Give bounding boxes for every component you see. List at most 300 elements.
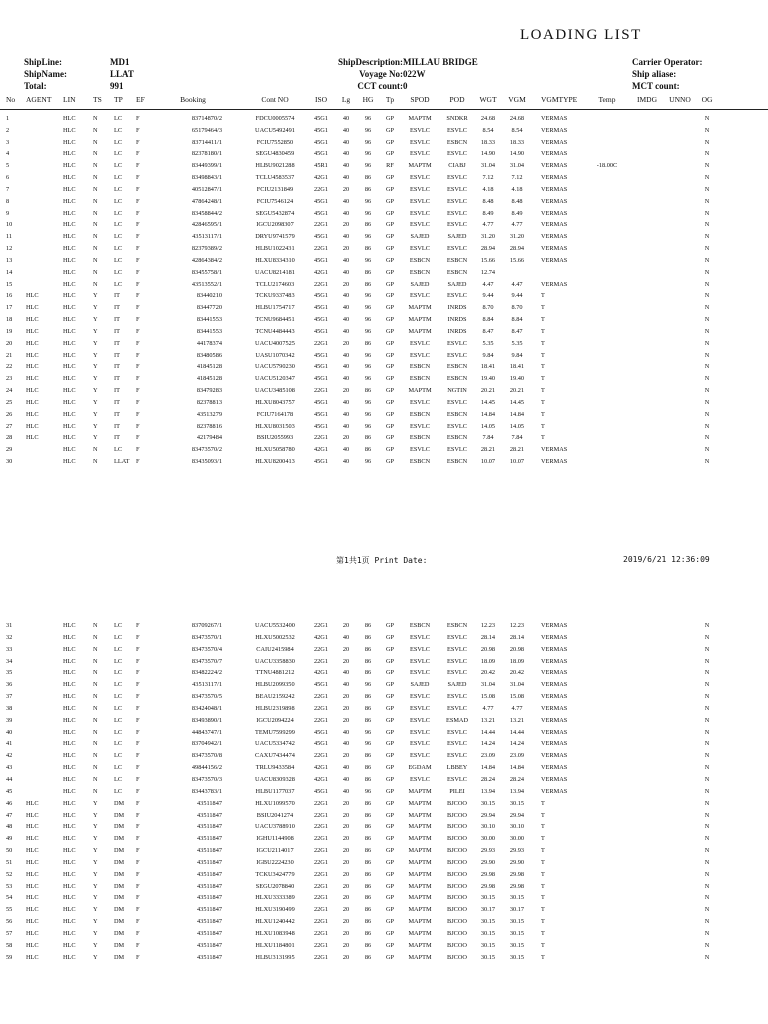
cell-vgmtype: VERMAS: [541, 280, 568, 288]
cell-pod: BJCOO: [447, 835, 467, 843]
cell-og: N: [704, 787, 710, 795]
cell-ef: F: [136, 752, 140, 760]
cell-wgt: 31.04: [480, 162, 496, 170]
cell-no: 8: [6, 197, 10, 205]
cell-spod: ESVLC: [410, 150, 430, 158]
cell-lg: 40: [342, 446, 350, 454]
cell-ts: N: [93, 458, 98, 466]
cell-spod: MAPTM: [408, 799, 432, 807]
cell-hg: 86: [364, 941, 372, 949]
cell-lin: HLC: [63, 150, 76, 158]
ship-info-value: LLAT: [110, 69, 134, 80]
table-row: [0, 833, 768, 845]
cell-ts: N: [93, 681, 98, 689]
cell-ts: Y: [93, 835, 98, 843]
cell-vgmtype: T: [541, 811, 545, 819]
cell-no: 3: [6, 138, 10, 146]
cell-cont-no: BEAU2159242: [255, 693, 295, 701]
cell-tp-type: GP: [385, 929, 395, 937]
cell-booking: 49844156/2: [191, 764, 222, 772]
ship-info-label: ShipDescription:: [337, 57, 403, 67]
table-row: [0, 798, 768, 810]
cell-lg: 20: [342, 645, 350, 653]
cell-booking: 83435093/1: [191, 458, 222, 466]
cell-tp-type: GP: [385, 268, 395, 276]
table-row: [0, 172, 768, 184]
column-header-unno: UNNO: [669, 95, 691, 104]
cell-ef: F: [136, 304, 140, 312]
cell-lin: HLC: [63, 657, 76, 665]
cell-booking: 43511847: [197, 953, 222, 961]
table-row: [0, 243, 768, 255]
cell-agent: HLC: [26, 847, 39, 855]
cell-no: 54: [6, 894, 13, 902]
cell-pod: ESBCN: [446, 458, 468, 466]
cell-og: N: [704, 387, 710, 395]
cell-vgm: 28.21: [509, 446, 525, 454]
cell-iso: 42G1: [314, 268, 328, 276]
cell-vgmtype: VERMAS: [541, 775, 568, 783]
cell-ef: F: [136, 787, 140, 795]
cell-booking: 83709267/1: [191, 622, 222, 629]
cell-vgmtype: VERMAS: [541, 233, 568, 241]
cell-pod: ESVLC: [447, 351, 467, 359]
cell-vgm: 31.20: [509, 233, 525, 241]
cell-og: N: [704, 929, 710, 937]
table-row: [0, 940, 768, 952]
cell-vgm: 14.90: [509, 150, 525, 158]
cell-tp: LC: [114, 197, 123, 205]
cell-spod: ESVLC: [410, 657, 430, 665]
cell-vgmtype: T: [541, 906, 545, 914]
cell-no: 44: [6, 775, 13, 783]
cell-ts: N: [93, 657, 98, 665]
cell-lin: HLC: [63, 339, 76, 347]
cell-lin: HLC: [63, 446, 76, 454]
cell-spod: ESBCN: [409, 410, 431, 418]
cell-lin: HLC: [63, 728, 76, 736]
cell-lg: 20: [342, 894, 350, 902]
cell-iso: 45G1: [314, 422, 328, 430]
cell-ts: Y: [93, 858, 98, 866]
cell-lin: HLC: [63, 941, 76, 949]
ship-info-label: Carrier Operator:: [632, 57, 703, 67]
cell-lg: 40: [342, 268, 350, 276]
cell-tp-type: GP: [385, 327, 395, 335]
cell-ef: F: [136, 209, 140, 217]
cell-booking: 43511847: [197, 941, 222, 949]
cell-tp-type: GP: [385, 799, 395, 807]
column-header-tp: TP: [114, 95, 123, 104]
cell-vgm: 30.10: [509, 823, 525, 831]
cell-cont-no: UACU3358830: [255, 657, 295, 665]
cell-no: 55: [6, 906, 13, 914]
table-row: [0, 727, 768, 739]
cell-cont-no: FCIU7164178: [256, 410, 294, 418]
cell-ts: Y: [93, 941, 98, 949]
cell-booking: 83493890/1: [191, 716, 222, 724]
cell-vgmtype: VERMAS: [541, 185, 568, 193]
cell-cont-no: UACU8309328: [255, 775, 295, 783]
table-row: [0, 691, 768, 703]
cell-og: N: [704, 351, 710, 359]
cell-ts: N: [93, 740, 98, 748]
cell-ts: N: [93, 752, 98, 760]
cell-ef: F: [136, 162, 140, 170]
cell-no: 20: [6, 339, 13, 347]
cell-tp: LC: [114, 115, 123, 122]
cell-ts: Y: [93, 316, 98, 324]
cell-no: 41: [6, 740, 13, 748]
cell-lg: 20: [342, 906, 350, 914]
cell-wgt: 30.10: [480, 823, 496, 831]
cell-iso: 22G1: [314, 953, 328, 961]
column-header-vgmtype: VGMTYPE: [541, 95, 578, 104]
cell-lg: 20: [342, 339, 350, 347]
cell-spod: MAPTM: [408, 316, 432, 324]
cell-hg: 86: [364, 835, 372, 843]
column-header-ts: TS: [93, 95, 102, 104]
cell-wgt: 23.09: [480, 752, 496, 760]
cell-ef: F: [136, 941, 140, 949]
cell-no: 17: [6, 304, 13, 312]
cell-lg: 20: [342, 953, 350, 961]
cell-tp: IT: [114, 434, 120, 442]
ship-info-label: ShipName:: [24, 69, 68, 80]
cell-og: N: [704, 221, 710, 229]
cell-iso: 45R1: [314, 162, 328, 170]
cell-tp-type: GP: [385, 351, 395, 359]
cell-wgt: 15.08: [480, 693, 496, 701]
cell-lin: HLC: [63, 292, 76, 300]
cell-spod: ESVLC: [410, 398, 430, 406]
cell-pod: ESVLC: [447, 645, 467, 653]
cell-vgmtype: VERMAS: [541, 162, 568, 170]
cell-ef: F: [136, 693, 140, 701]
cell-spod: ESVLC: [410, 422, 430, 430]
cell-wgt: 14.05: [480, 422, 496, 430]
cell-lg: 40: [342, 197, 350, 205]
cell-tp: IT: [114, 387, 120, 395]
cell-ts: N: [93, 775, 98, 783]
cell-vgm: 8.54: [511, 126, 523, 134]
cell-og: N: [704, 645, 710, 653]
cell-iso: 22G1: [314, 339, 328, 347]
cell-cont-no: UASU1070342: [255, 351, 295, 359]
cell-no: 23: [6, 375, 13, 383]
cell-spod: SAJED: [410, 280, 430, 288]
cell-hg: 86: [364, 953, 372, 961]
table-row: [0, 326, 768, 338]
cell-wgt: 28.24: [480, 775, 496, 783]
cell-wgt: 12.23: [480, 622, 496, 629]
cell-lin: HLC: [63, 799, 76, 807]
cell-wgt: 20.21: [480, 387, 496, 395]
cell-tp: LC: [114, 221, 123, 229]
cell-lin: HLC: [63, 669, 76, 677]
cell-lin: HLC: [63, 716, 76, 724]
loading-table-page-2: [0, 620, 768, 963]
cell-pod: ESVLC: [447, 126, 467, 134]
cell-spod: MAPTM: [408, 115, 432, 122]
cell-vgm: 18.09: [509, 657, 525, 665]
cell-tp: IT: [114, 339, 120, 347]
cell-vgmtype: VERMAS: [541, 645, 568, 653]
cell-tp-type: GP: [385, 752, 395, 760]
cell-ts: N: [93, 150, 98, 158]
cell-no: 35: [6, 669, 13, 677]
cell-tp: DM: [114, 929, 125, 937]
cell-hg: 96: [364, 375, 372, 383]
cell-ef: F: [136, 268, 140, 276]
cell-ts: Y: [93, 799, 98, 807]
cell-lg: 20: [342, 434, 350, 442]
cell-ef: F: [136, 918, 140, 926]
cell-lin: HLC: [63, 740, 76, 748]
cell-spod: MAPTM: [408, 953, 432, 961]
cell-pod: PILEI: [449, 787, 465, 795]
cell-ef: F: [136, 669, 140, 677]
cell-vgm: 28.24: [509, 775, 525, 783]
cell-ts: Y: [93, 422, 98, 430]
cell-hg: 86: [364, 870, 372, 878]
cell-tp: LC: [114, 657, 123, 665]
cell-tp: LC: [114, 704, 123, 712]
cell-cont-no: CAIU2415984: [256, 645, 294, 653]
ship-info-label: Ship aliase:: [632, 69, 677, 80]
cell-vgm: 7.84: [511, 434, 523, 442]
cell-booking: 41845128: [196, 363, 222, 371]
cell-lg: 40: [342, 256, 350, 264]
cell-iso: 22G1: [314, 185, 328, 193]
table-row: [0, 113, 768, 125]
cell-og: N: [704, 209, 710, 217]
cell-pod: ESBCN: [446, 138, 468, 146]
cell-booking: 83473570/2: [191, 446, 222, 454]
cell-booking: 65179464/3: [191, 126, 222, 134]
cell-booking: 83473570/8: [191, 752, 222, 760]
cell-tp: DM: [114, 858, 125, 866]
cell-ts: Y: [93, 870, 98, 878]
cell-tp-type: GP: [385, 941, 395, 949]
cell-wgt: 15.66: [480, 256, 496, 264]
cell-hg: 86: [364, 918, 372, 926]
cell-iso: 22G1: [314, 799, 328, 807]
cell-cont-no: UACU5120347: [255, 375, 295, 383]
cell-og: N: [704, 858, 710, 866]
cell-vgmtype: VERMAS: [541, 764, 568, 772]
cell-tp-type: GP: [385, 304, 395, 312]
cell-iso: 22G1: [314, 434, 328, 442]
cell-spod: ESVLC: [410, 775, 430, 783]
cell-lin: HLC: [63, 280, 76, 288]
cell-agent: HLC: [26, 835, 39, 843]
cell-ef: F: [136, 126, 140, 134]
cell-iso: 42G1: [314, 446, 328, 454]
cell-agent: HLC: [26, 351, 39, 359]
cell-vgmtype: T: [541, 941, 545, 949]
cell-og: N: [704, 716, 710, 724]
column-header-cont-no: Cont NO: [261, 95, 289, 104]
table-row: [0, 184, 768, 196]
cell-lg: 20: [342, 704, 350, 712]
cell-booking: 82378813: [196, 398, 222, 406]
cell-og: N: [704, 197, 710, 205]
cell-hg: 86: [364, 434, 372, 442]
cell-lg: 40: [342, 138, 350, 146]
cell-no: 29: [6, 446, 13, 454]
cell-lin: HLC: [63, 835, 76, 843]
cell-ts: Y: [93, 953, 98, 961]
cell-lg: 40: [342, 150, 350, 158]
cell-iso: 42G1: [314, 669, 328, 677]
cell-hg: 86: [364, 339, 372, 347]
cell-hg: 86: [364, 669, 372, 677]
cell-tp-type: GP: [385, 292, 395, 300]
cell-iso: 45G1: [314, 197, 328, 205]
cell-lg: 40: [342, 174, 350, 182]
cell-spod: ESVLC: [410, 633, 430, 641]
cell-lin: HLC: [63, 775, 76, 783]
cell-tp-type: GP: [385, 693, 395, 701]
loading-table-page-1: [0, 113, 768, 468]
cell-ef: F: [136, 138, 140, 146]
cell-cont-no: UACU8214181: [255, 268, 295, 276]
cell-spod: ESVLC: [410, 645, 430, 653]
cell-vgm: 28.14: [509, 633, 525, 641]
cell-cont-no: BSIU2055993: [256, 434, 294, 442]
table-row: [0, 869, 768, 881]
cell-ts: N: [93, 693, 98, 701]
cell-og: N: [704, 882, 710, 890]
cell-vgmtype: VERMAS: [541, 446, 568, 454]
cell-lin: HLC: [63, 410, 76, 418]
cell-vgm: 20.42: [509, 669, 525, 677]
cell-tp-type: GP: [385, 316, 395, 324]
cell-tp: DM: [114, 918, 125, 926]
cell-tp-type: GP: [385, 115, 395, 122]
cell-hg: 86: [364, 446, 372, 454]
cell-lg: 40: [342, 292, 350, 300]
cell-hg: 86: [364, 245, 372, 253]
cell-vgm: 14.84: [509, 410, 525, 418]
cell-ef: F: [136, 882, 140, 890]
cell-tp: DM: [114, 847, 125, 855]
cell-wgt: 28.94: [480, 245, 496, 253]
cell-cont-no: HLXU8043757: [255, 398, 295, 406]
cell-agent: HLC: [26, 882, 39, 890]
cell-iso: 22G1: [314, 835, 328, 843]
cell-booking: 43511847: [197, 823, 222, 831]
cell-og: N: [704, 162, 710, 170]
cell-iso: 22G1: [314, 858, 328, 866]
cell-lin: HLC: [63, 434, 76, 442]
cell-vgmtype: VERMAS: [541, 197, 568, 205]
cell-hg: 86: [364, 645, 372, 653]
cell-pod: ESVLC: [447, 740, 467, 748]
cell-vgm: 8.48: [511, 197, 523, 205]
cell-cont-no: UACU3788910: [255, 823, 295, 831]
cell-vgm: 8.49: [511, 209, 523, 217]
table-row: [0, 620, 768, 632]
cell-tp: IT: [114, 304, 120, 312]
cell-spod: ESVLC: [410, 197, 430, 205]
cell-agent: HLC: [26, 398, 39, 406]
cell-og: N: [704, 434, 710, 442]
cell-booking: 43511847: [197, 799, 222, 807]
cell-og: N: [704, 918, 710, 926]
cell-ts: N: [93, 716, 98, 724]
cell-tp: DM: [114, 953, 125, 961]
cell-wgt: 14.90: [480, 150, 496, 158]
cell-ts: Y: [93, 823, 98, 831]
cell-iso: 22G1: [314, 918, 328, 926]
ship-info-label: ShipLine:: [24, 57, 63, 67]
cell-og: N: [704, 752, 710, 760]
cell-pod: ESBCN: [446, 268, 468, 276]
cell-wgt: 20.42: [480, 669, 496, 677]
cell-og: N: [704, 422, 710, 430]
cell-lg: 20: [342, 185, 350, 193]
table-row: [0, 904, 768, 916]
column-header-booking: Booking: [180, 95, 206, 104]
cell-iso: 22G1: [314, 693, 328, 701]
cell-wgt: 12.74: [480, 268, 496, 276]
cell-vgmtype: VERMAS: [541, 245, 568, 253]
cell-no: 19: [6, 327, 13, 335]
cell-ts: N: [93, 185, 98, 193]
cell-og: N: [704, 906, 710, 914]
cell-wgt: 14.84: [480, 764, 496, 772]
cell-tp: LC: [114, 162, 123, 170]
cell-cont-no: HLXU1184801: [255, 941, 295, 949]
cell-lg: 40: [342, 787, 350, 795]
cell-tp: DM: [114, 941, 125, 949]
cell-ef: F: [136, 410, 140, 418]
cell-spod: ESBCN: [409, 458, 431, 466]
cell-cont-no: TTNU4881212: [255, 669, 295, 677]
cell-iso: 22G1: [314, 645, 328, 653]
cell-cont-no: FCIU7552850: [256, 138, 294, 146]
cell-lin: HLC: [63, 197, 76, 205]
cell-pod: BJCOO: [447, 941, 467, 949]
cell-tp-type: GP: [385, 622, 395, 629]
cell-iso: 22G1: [314, 716, 328, 724]
cell-iso: 45G1: [314, 138, 328, 146]
cell-vgmtype: T: [541, 823, 545, 831]
column-header-lin: LIN: [63, 95, 76, 104]
ship-info-row: [309, 56, 478, 68]
cell-vgmtype: VERMAS: [541, 716, 568, 724]
cell-tp-type: GP: [385, 410, 395, 418]
cell-cont-no: HLBU2099350: [255, 681, 295, 689]
table-row: [0, 125, 768, 137]
cell-ts: N: [93, 669, 98, 677]
cell-ef: F: [136, 657, 140, 665]
cell-hg: 86: [364, 693, 372, 701]
cell-wgt: 30.15: [480, 929, 496, 937]
cell-ef: F: [136, 458, 140, 466]
cell-og: N: [704, 823, 710, 831]
cell-tp: LC: [114, 138, 123, 146]
cell-wgt: 8.84: [482, 316, 494, 324]
cell-tp-type: GP: [385, 681, 395, 689]
cell-ef: F: [136, 929, 140, 937]
cell-vgmtype: T: [541, 327, 545, 335]
cell-ts: N: [93, 280, 98, 288]
cell-tp-type: GP: [385, 398, 395, 406]
cell-vgmtype: T: [541, 799, 545, 807]
